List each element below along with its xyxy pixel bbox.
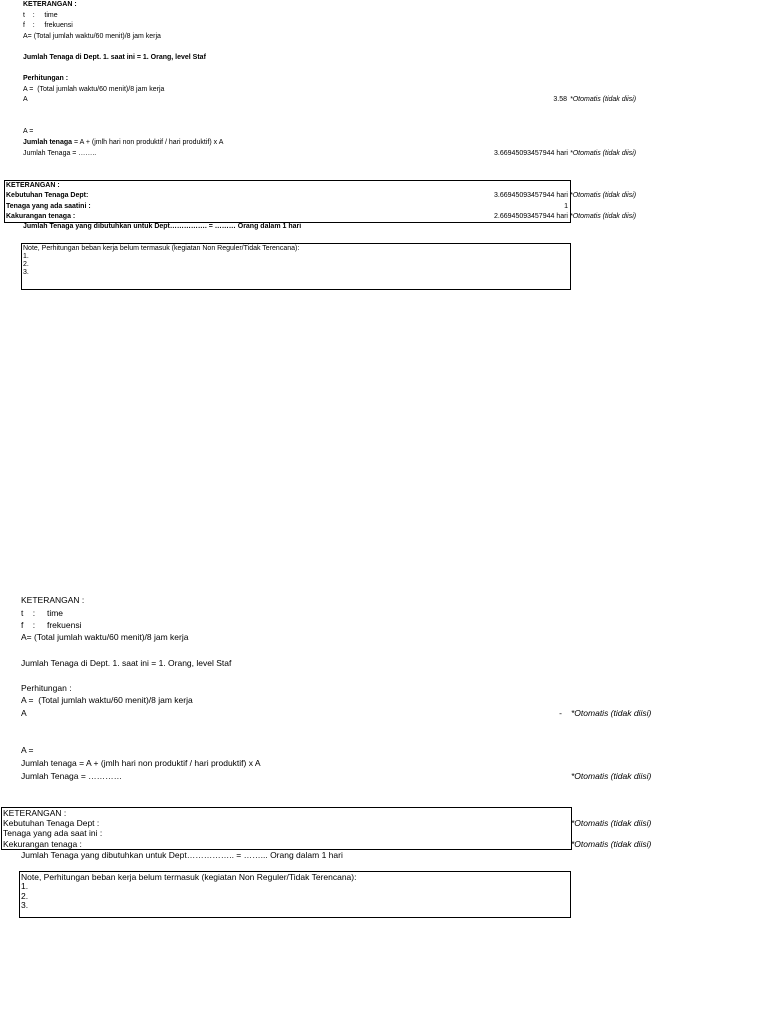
perhitungan-heading: Perhitungan : [21, 683, 72, 693]
a-note: *Otomatis (tidak diisi) [571, 708, 652, 718]
tenaga-dibutuhkan: Jumlah Tenaga yang dibutuhkan untuk Dept……………. = ……… Orang dalam 1 hari [23, 223, 302, 230]
a-value: 3.58 [553, 96, 567, 103]
a-label: A [21, 708, 27, 718]
kekurangan-value: 2.66945093457944 hari [494, 213, 568, 220]
kebutuhan-label: Kebutuhan Tenaga Dept: [6, 192, 89, 199]
jumlah-tenaga-label: Jumlah Tenaga = …….. [23, 150, 97, 157]
summary-title: KETERANGAN : [3, 808, 67, 818]
tenaga-dibutuhkan: Jumlah Tenaga yang dibutuhkan untuk Dept…………….. = ……... Orang dalam 1 hari [21, 850, 343, 860]
kekurangan-label: Kekurangan tenaga : [3, 839, 82, 849]
tenaga-ada-value: 1 [564, 203, 568, 210]
formula-a: A= (Total jumlah waktu/60 menit)/8 jam kerja [23, 33, 161, 40]
jumlah-tenaga-formula: Jumlah tenaga = A + (jmlh hari non produktif / hari produktif) x A [21, 758, 261, 768]
legend-f: f : frekuensi [21, 620, 82, 630]
note-item: 2. [23, 261, 29, 268]
note-item: 3. [23, 269, 29, 276]
perhitungan-heading: Perhitungan : [23, 75, 69, 82]
formula-a: A= (Total jumlah waktu/60 menit)/8 jam kerja [21, 632, 189, 642]
summary-title: KETERANGAN : [6, 182, 60, 189]
perhitungan-formula: A = (Total jumlah waktu/60 menit)/8 jam kerja [21, 695, 193, 705]
kekurangan-label: Kakurangan tenaga : [6, 213, 76, 220]
note-title: Note, Perhitungan beban kerja belum termasuk (kegiatan Non Reguler/Tidak Terencana): [23, 245, 300, 252]
jumlah-tenaga-dept: Jumlah Tenaga di Dept. 1. saat ini = 1. Orang, level Staf [21, 658, 232, 668]
a-eq: A = [21, 745, 34, 755]
note-item: 1. [21, 881, 29, 891]
kebutuhan-note: *Otomatis (tidak diisi) [571, 818, 652, 828]
legend-t: t : time [23, 12, 58, 19]
kebutuhan-note: *Otomatis (tidak diisi) [570, 192, 637, 199]
note-title: Note, Perhitungan beban kerja belum termasuk (kegiatan Non Reguler/Tidak Terencana): [21, 872, 357, 882]
jumlah-tenaga-formula-text: = A + (jmlh hari non produktif / hari produktif) x A [72, 139, 224, 146]
jumlah-tenaga-value: 3.66945093457944 hari [494, 150, 568, 157]
jumlah-tenaga-formula-label: Jumlah tenaga [23, 139, 73, 146]
legend-t: t : time [21, 608, 64, 618]
keterangan-heading: KETERANGAN : [23, 1, 77, 8]
kekurangan-note: *Otomatis (tidak diisi) [571, 839, 652, 849]
a-label: A [23, 96, 28, 103]
note-item: 2. [21, 891, 29, 901]
keterangan-heading: KETERANGAN : [21, 595, 85, 605]
note-item: 3. [21, 900, 29, 910]
jumlah-tenaga-note: *Otomatis (tidak diisi) [570, 150, 637, 157]
jumlah-tenaga-note: *Otomatis (tidak diisi) [571, 771, 652, 781]
legend-f: f : frekuensi [23, 22, 73, 29]
tenaga-ada-label: Tenaga yang ada saatini : [6, 203, 91, 210]
jumlah-tenaga-label: Jumlah Tenaga = ………… [21, 771, 123, 781]
kebutuhan-label: Kebutuhan Tenaga Dept : [3, 818, 100, 828]
jumlah-tenaga-dept: Jumlah Tenaga di Dept. 1. saat ini = 1. Orang, level Staf [23, 54, 206, 61]
perhitungan-formula: A = (Total jumlah waktu/60 menit)/8 jam kerja [23, 86, 165, 93]
a-value: - [559, 708, 562, 718]
kekurangan-note: *Otomatis (tidak diisi) [570, 213, 637, 220]
a-eq: A = [23, 128, 34, 135]
note-item: 1. [23, 253, 29, 260]
jumlah-tenaga-formula [23, 139, 223, 146]
kebutuhan-value: 3.66945093457944 hari [494, 192, 568, 199]
tenaga-ada-label: Tenaga yang ada saat ini : [3, 828, 103, 838]
a-note: *Otomatis (tidak diisi) [570, 96, 637, 103]
